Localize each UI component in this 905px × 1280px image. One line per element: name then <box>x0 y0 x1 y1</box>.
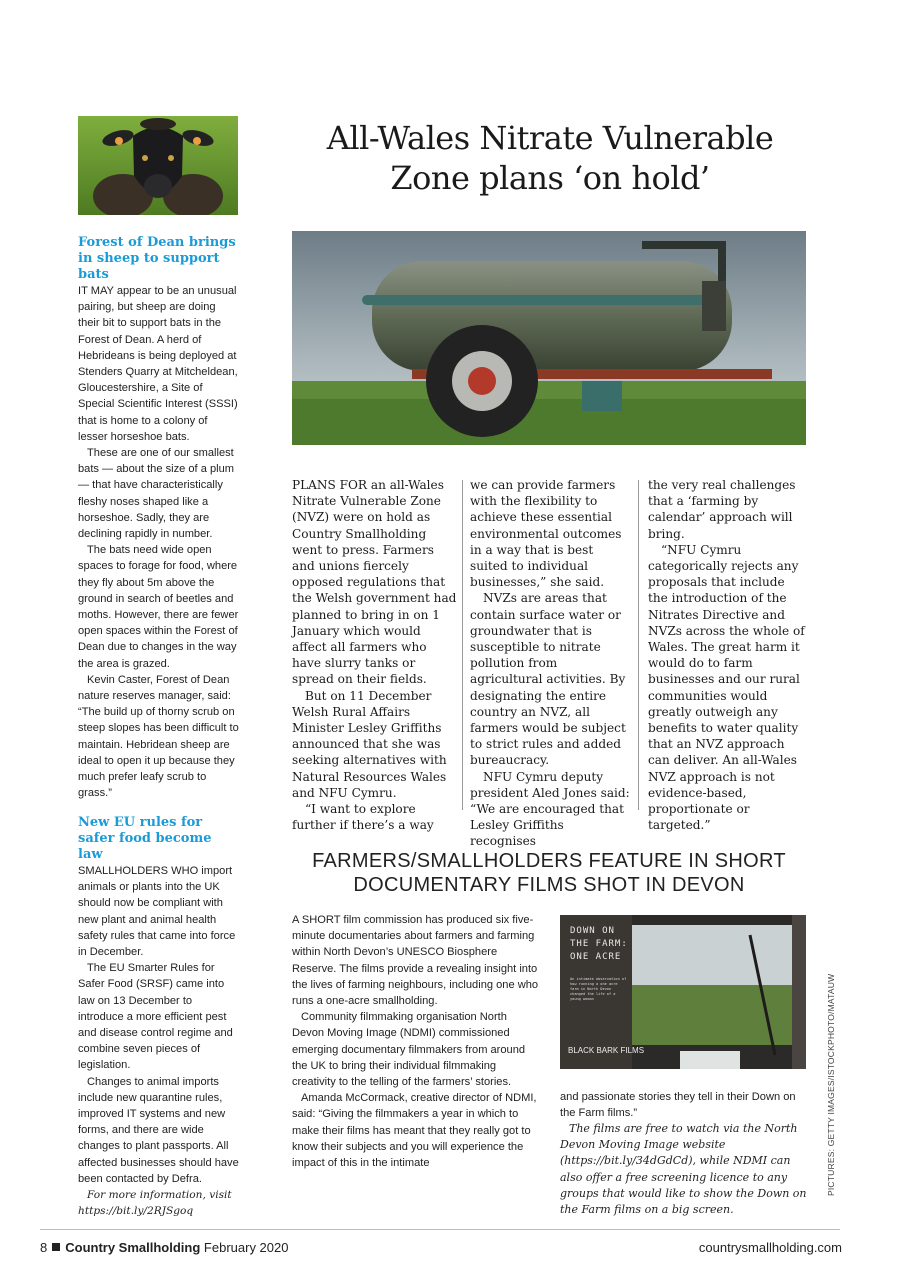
paragraph: The films are free to watch via the North Devon Moving Image website (https://bit.ly/34dGdCd), while NDMI can also offer a free screening licence to any groups that would like to show the Down on the Farm films on a big screen. <box>560 1122 807 1217</box>
sidebar-story-eu-rules <box>78 815 240 1219</box>
paragraph: The bats need wide open spaces to forage for food, where they fly about 5m above the ground in search of beetles and moths. However, there are fewer open spaces within the Forest of Dean due to changes in the way the area is grazed. <box>78 544 239 670</box>
magazine-name: Country Smallholding <box>65 1240 201 1255</box>
column-divider <box>462 480 463 810</box>
column-divider <box>638 480 639 810</box>
paragraph: These are one of our smallest bats — about the size of a plum — that have characteristically fleshy noses shaped like a horseshoe. Sadly, they are declining rapidly in number. <box>78 447 235 541</box>
paragraph: Kevin Caster, Forest of Dean nature reserves manager, said: “The build up of thorny scrub on steep slopes has been difficult to maintain. Hebridean sheep are ideal to open it up because they much prefer leafy scrub to grass.” <box>78 673 239 800</box>
paragraph: A SHORT film commission has produced six five-minute documentaries about farmers and farming within North Devon’s UNESCO Biosphere Reserve. The films provide a revealing insight into the lives of farming neighbours, including one who runs a one-acre smallholding. <box>292 914 539 1008</box>
footer-website: countrysmallholding.com <box>698 1240 842 1255</box>
poster-studio: BLACK BARK FILMS <box>568 1046 645 1055</box>
sidebar-headline: Forest of Dean brings in sheep to support bats <box>78 235 236 282</box>
paragraph: But on 11 December Welsh Rural Affairs Minister Lesley Griffiths announced that she was seeking alternatives with Natural Resources Wales and NFU Cymru. <box>292 688 447 800</box>
slurry-tanker-photo <box>292 231 806 445</box>
sidebar-body <box>78 283 240 802</box>
paragraph: NFU Cymru deputy president Aled Jones said: “We are encouraged that Lesley Griffiths recognises <box>470 769 630 849</box>
feature-column-1 <box>292 912 540 1171</box>
paragraph: The EU Smarter Rules for Safer Food (SRSF) came into law on 13 December to introduce a more efficient pest and disease control regime and combine seven pieces of legislation. <box>78 962 233 1072</box>
paragraph: and passionate stories they tell in their Down on the Farm films.” <box>560 1091 796 1120</box>
paragraph: PLANS FOR an all-Wales Nitrate Vulnerable Zone (NVZ) were on hold as Country Smallholding went to press. Farmers and unions fiercely opposed regulations that the Welsh government had planned to bring in on 1 January which would affect all farmers who have slurry tanks or spread on their fields. <box>292 478 457 687</box>
paragraph: Changes to animal imports include new quarantine rules, improved IT systems and new forms, and there are wide changes to plant passports. All affected businesses should have been contacted by Defra. <box>78 1075 239 1185</box>
square-bullet-icon <box>52 1243 60 1251</box>
feature-headline: FARMERS/SMALLHOLDERS FEATURE IN SHORT DOCUMENTARY FILMS SHOT IN DEVON <box>312 850 786 896</box>
footer-rule <box>40 1229 840 1230</box>
poster-title: DOWN ON THE FARM: ONE ACRE <box>570 926 628 962</box>
paragraph: we can provide farmers with the flexibility to achieve these essential environmental outcomes in a way that is best suited to individual businesses,” she said. <box>470 478 622 590</box>
article-column-1 <box>292 477 458 833</box>
paragraph: Community filmmaking organisation North Devon Moving Image (NDMI) commissioned emerging documentary filmmakers from around the UK to bring their individual filmmaking creativity to the telling of the farmers’ stories. <box>292 1011 526 1089</box>
sidebar-headline: New EU rules for safer food become law <box>78 815 212 862</box>
paragraph: Amanda McCormack, creative director of NDMI, said: “Giving the filmmakers a year in which to make their films has meant that they really got to know their subjects and you will experience the impact of this in the intimate <box>292 1092 537 1170</box>
sidebar-story-forest-of-dean <box>78 235 240 802</box>
feature-note <box>560 1121 808 1218</box>
page-number: 8 <box>40 1240 48 1255</box>
paragraph: IT MAY appear to be an unusual pairing, but sheep are doing their bit to support bats in the Forest of Dean. A herd of Hebrideans is being deployed at Stenders Quarry at Mitcheldean, Gloucestershire, a Site of Special Scientific Interest (SSSI) that is home to a colony of lesser horseshoe bats. <box>78 285 238 443</box>
paragraph: “I want to explore further if there’s a way <box>292 802 434 833</box>
film-poster-photo <box>560 915 806 1069</box>
paragraph: NVZs are areas that contain surface water or groundwater that is susceptible to nitrate pollution from agricultural activities. By designating the entire country an NVZ, all farmers would be subject to strict rules and added bureaucracy. <box>470 591 626 768</box>
feature-column-2 <box>560 1089 808 1121</box>
article-headline: All-Wales Nitrate Vulnerable Zone plans ‘on hold’ <box>326 119 774 197</box>
paragraph: the very real challenges that a ‘farming by calendar’ approach will bring. <box>648 478 796 541</box>
picture-credit: PICTURES: GETTY IMAGES/ISTOCKPHOTO/MATAUW <box>826 973 836 1196</box>
sheep-photo <box>78 116 238 215</box>
footnote: For more information, visit https://bit.ly/2RJSgoq <box>78 1189 232 1218</box>
issue-date: February 2020 <box>203 1240 289 1255</box>
poster-blurb: An intimate observation of how running a one acre farm in North Devon changed the life of a young woman <box>570 977 627 1001</box>
paragraph: SMALLHOLDERS WHO import animals or plants into the UK should now be compliant with new plant and animal health safety rules that came into force in December. <box>78 865 236 959</box>
paragraph: “NFU Cymru categorically rejects any proposals that include the introduction of the Nitrates Directive and NVZs across the whole of Wales. The great harm it would do to farm businesses and our rural communities would greatly outweigh any benefits to water quality that an NVZ approach can deliver. An all-Wales NVZ approach is not evidence-based, proportionate or targeted.” <box>648 542 805 833</box>
footer-page-info <box>40 1240 288 1255</box>
article-column-3 <box>648 477 808 833</box>
sidebar-body <box>78 863 240 1219</box>
article-column-2 <box>470 477 632 850</box>
